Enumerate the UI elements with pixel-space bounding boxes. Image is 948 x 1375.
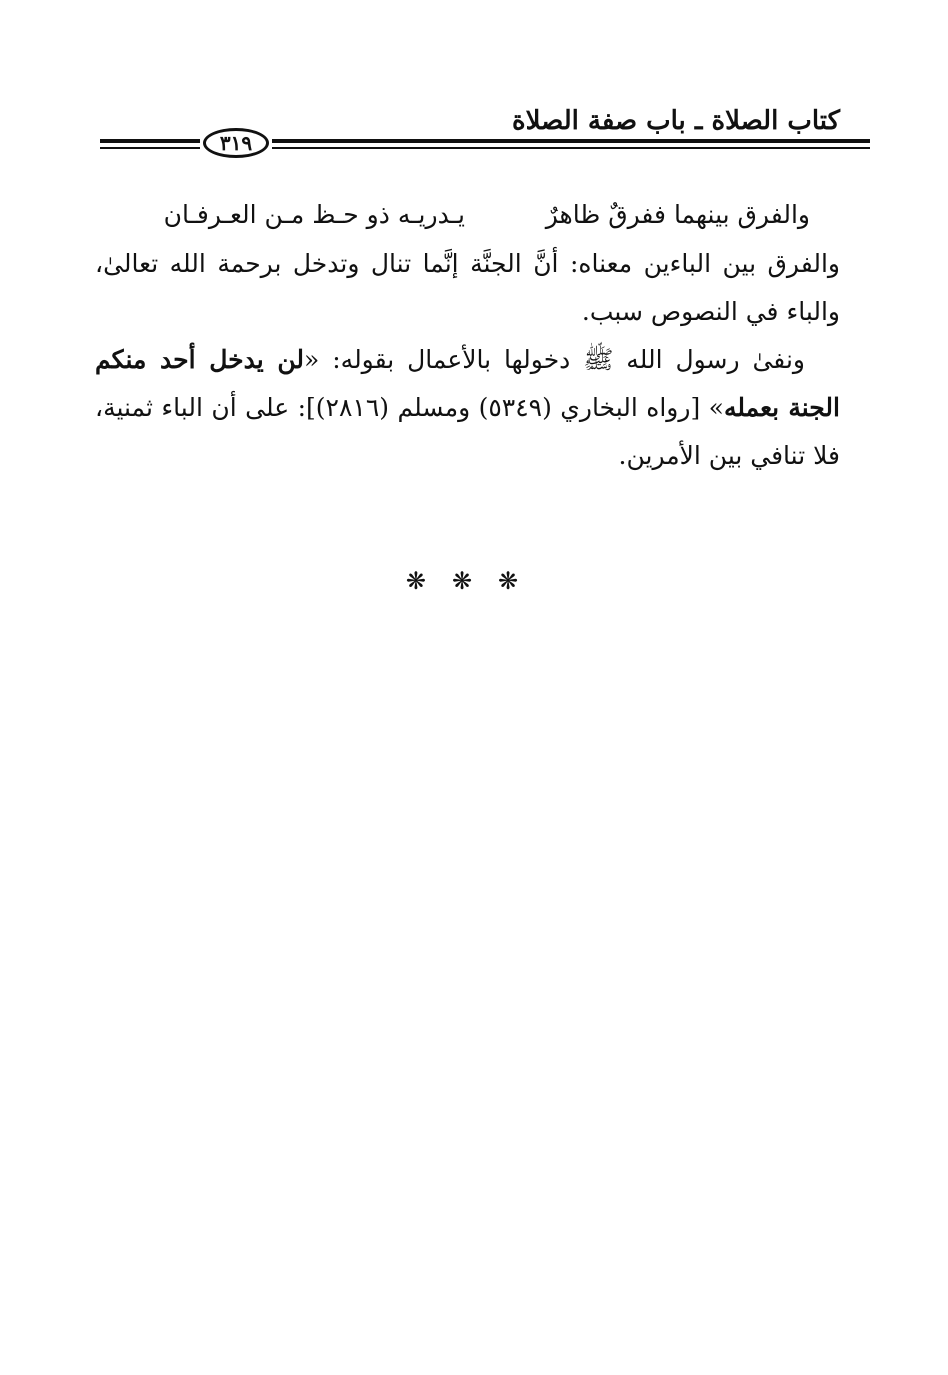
header-rule-left-thin [100, 147, 200, 149]
page-number: ٣١٩ [203, 128, 269, 158]
section-separator-asterisks: ❋❋❋ [405, 567, 545, 595]
poem-verse [110, 195, 840, 235]
header-rule-right-thick [272, 139, 870, 143]
header-rule-right-thin [272, 147, 870, 149]
running-header-title: كتاب الصلاة ـ باب صفة الصلاة [512, 106, 840, 136]
paragraph-1: والفرق بين الباءين معناه: أنَّ الجنَّة إنَّما تنال وتدخل برحمة الله تعالىٰ، والباء في النصوص سبب. [95, 249, 840, 326]
verse-second-hemistich: يـدريـه ذو حـظ مـن العـرفـان [163, 200, 465, 229]
body-text [95, 240, 840, 480]
header-rule-left-thick [100, 139, 200, 143]
paragraph-2-start: ونفىٰ رسول الله ﷺ دخولها بالأعمال بقوله: « [304, 345, 805, 374]
verse-first-hemistich: والفرق بينهما ففرقٌ ظاهرٌ [545, 200, 810, 229]
hadith-quote: لن يدخل أحد منكم الجنة بعمله [95, 345, 840, 422]
paragraph-2 [95, 336, 840, 480]
paragraph-2-end: » [رواه البخاري (٥٣٤٩) ومسلم (٢٨١٦)]: على أن الباء ثمنية، فلا تنافي بين الأمرين. [95, 393, 840, 470]
